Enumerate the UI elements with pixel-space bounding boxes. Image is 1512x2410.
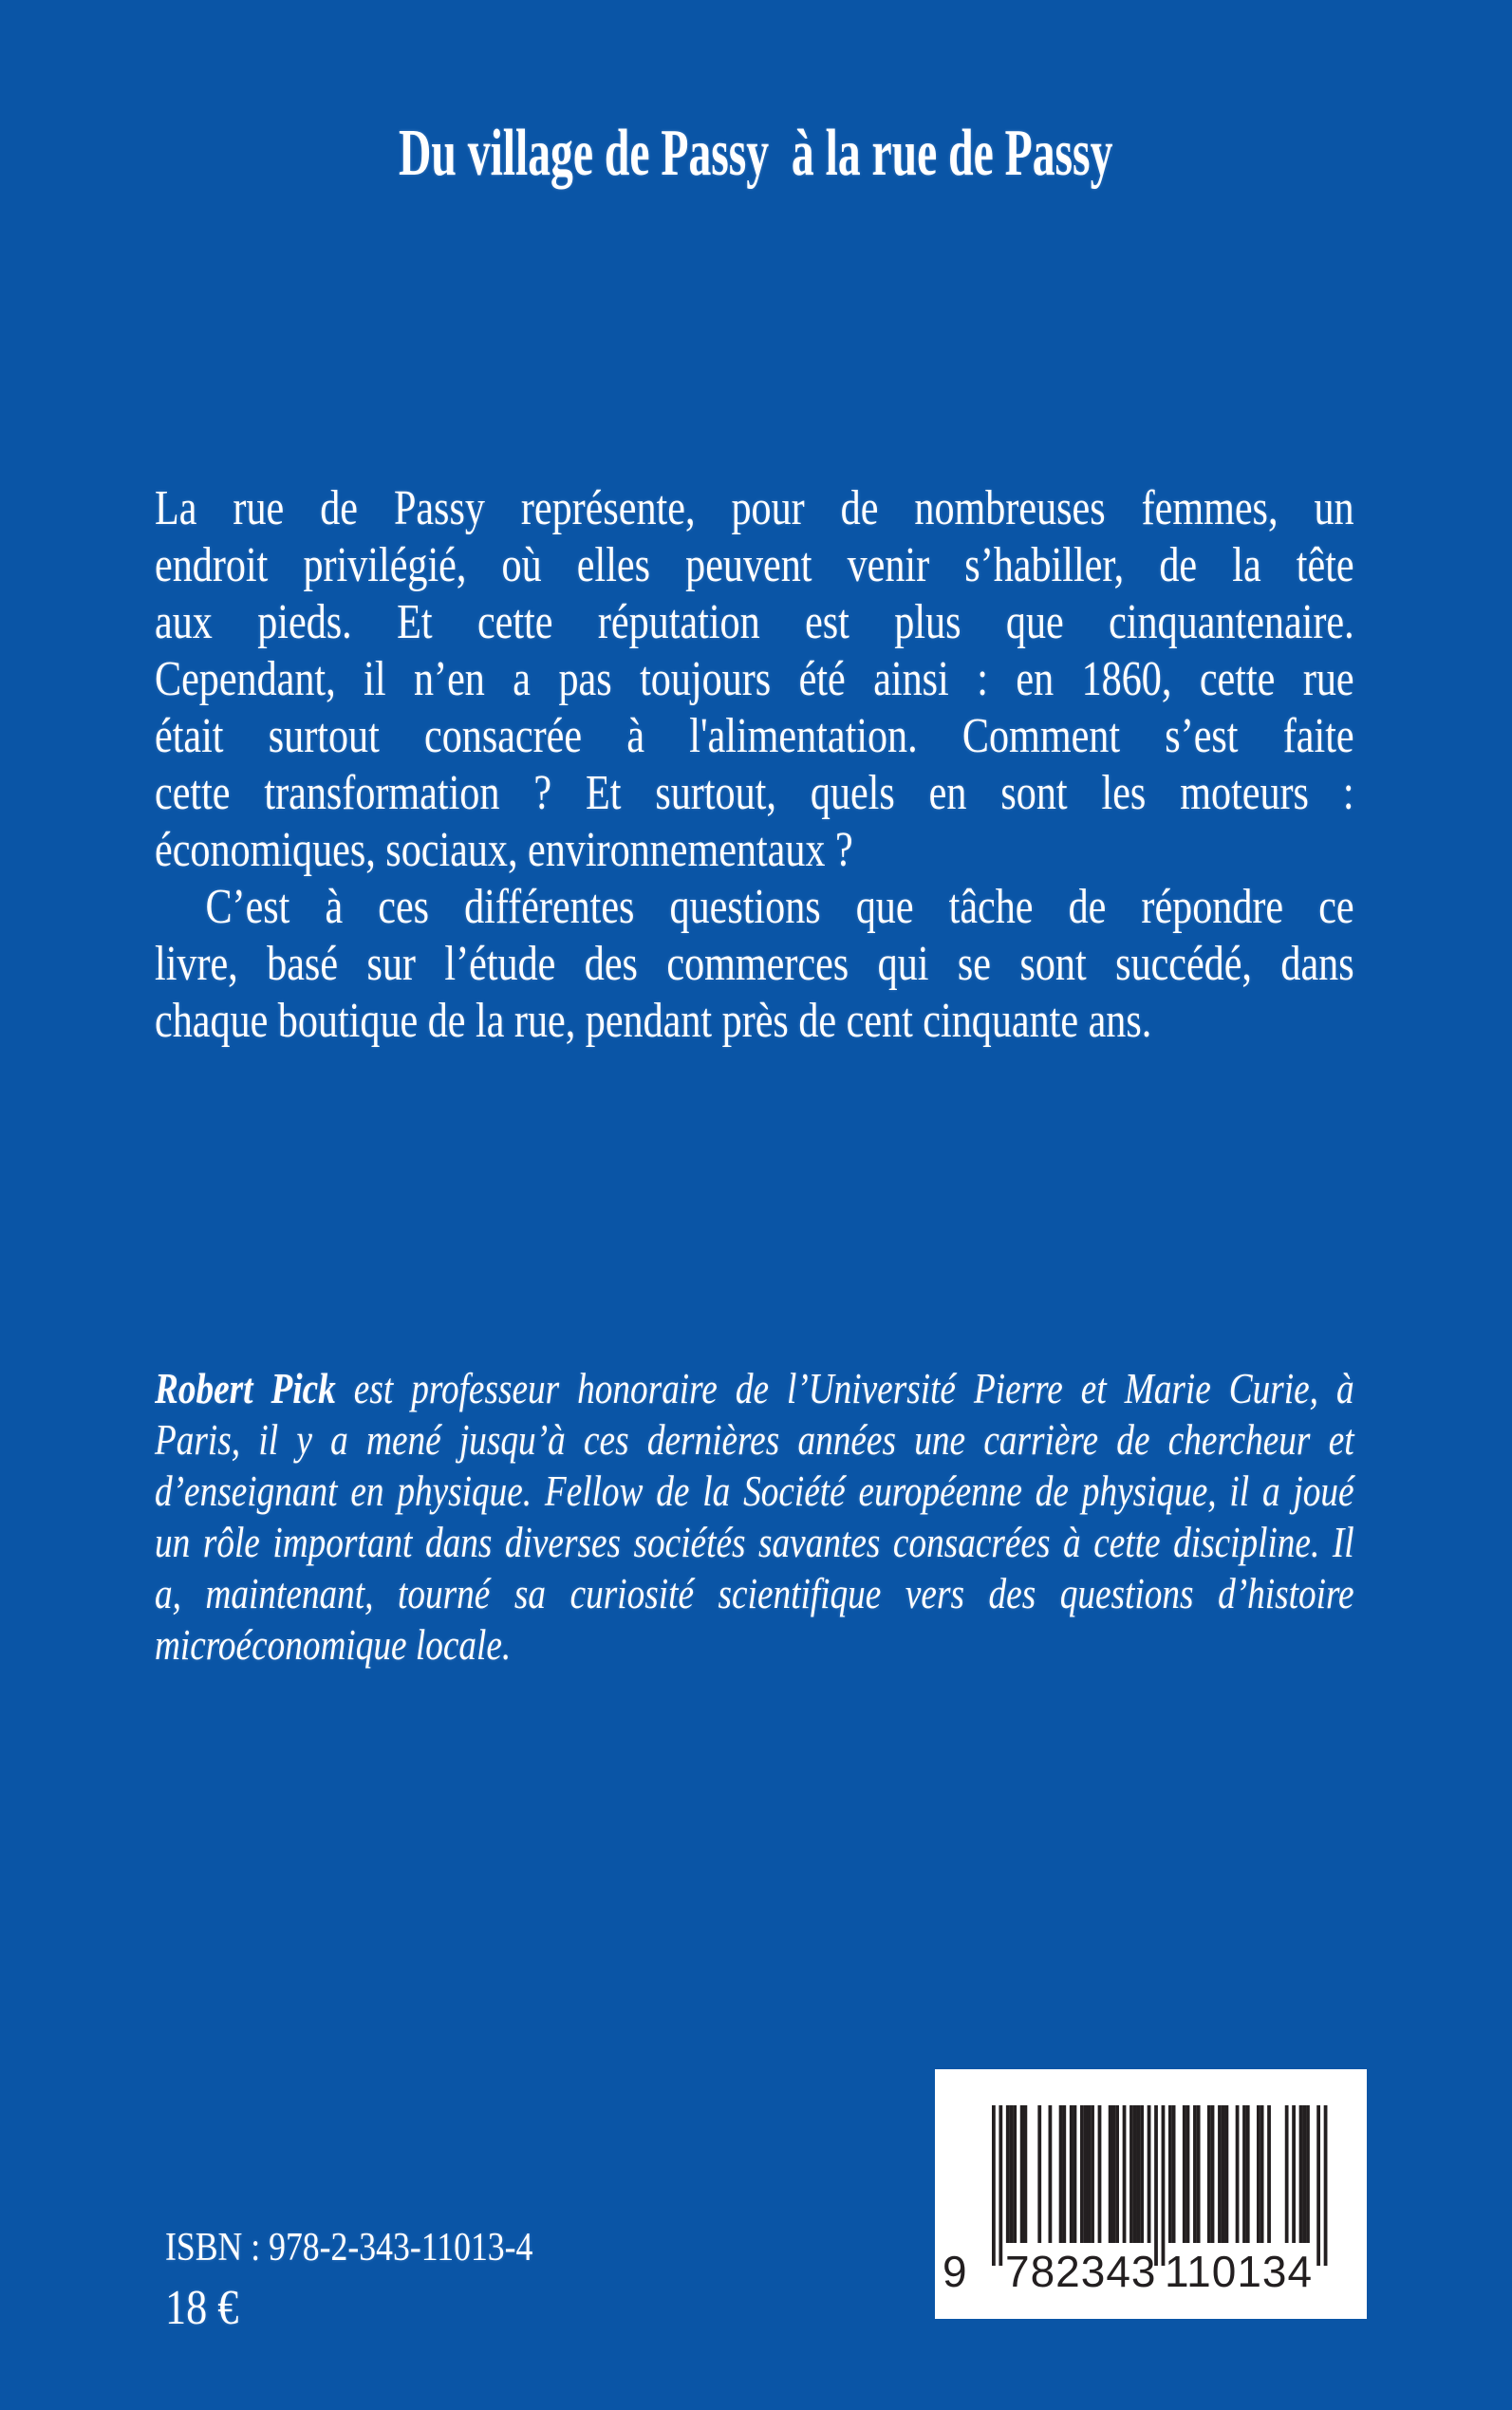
isbn-text: ISBN : 978-2-343-11013-4 xyxy=(165,2226,533,2270)
price-text: 18 € xyxy=(165,2281,239,2335)
author-name: Robert Pick xyxy=(155,1364,336,1412)
synopsis-line: économiques, sociaux, environnementaux ? xyxy=(155,823,853,877)
synopsis-line: aux pieds. Et cette réputation est plus que cinquantenaire. xyxy=(155,595,1354,649)
barcode-digit-group: 110134 xyxy=(1165,2247,1314,2296)
synopsis-line: C’est à ces différentes questions que tâche de répondre ce xyxy=(205,880,1354,934)
bio-line: un rôle important dans diverses sociétés savantes consacrées à cette discipline. Il xyxy=(155,1518,1354,1566)
bio-line: Paris, il y a mené jusqu’à ces dernières années une carrière de chercheur et xyxy=(155,1415,1354,1464)
barcode-digit-group: 9 xyxy=(943,2247,968,2296)
synopsis-line: cette transformation ? Et surtout, quels en sont les moteurs : xyxy=(155,766,1354,820)
barcode xyxy=(935,2069,1367,2319)
bio-line: Robert Pick est professeur honoraire de l’Université Pierre et Marie Curie, à xyxy=(155,1364,1354,1412)
isbn-label xyxy=(165,2225,598,2270)
synopsis-line: Cependant, il n’en a pas toujours été ainsi : en 1860, cette rue xyxy=(155,652,1354,706)
bio-line: d’enseignant en physique. Fellow de la Société européenne de physique, il a joué xyxy=(155,1467,1354,1515)
synopsis xyxy=(155,480,1354,1050)
book-title-text: Du village de Passy à la rue de Passy xyxy=(399,117,1113,190)
synopsis-line: La rue de Passy représente, pour de nombreuses femmes, un xyxy=(155,481,1354,535)
bio-line: microéconomique locale. xyxy=(155,1620,512,1669)
barcode-digit-group: 782343 xyxy=(1005,2247,1157,2296)
synopsis-line: endroit privilégié, où elles peuvent venir s’habiller, de la tête xyxy=(155,538,1354,592)
synopsis-line: livre, basé sur l’étude des commerces qui se sont succédé, dans xyxy=(155,937,1354,991)
bio-line: a, maintenant, tourné sa curiosité scientifique vers des questions d’histoire xyxy=(155,1569,1354,1617)
synopsis-line: chaque boutique de la rue, pendant près de cent cinquante ans. xyxy=(155,994,1152,1048)
book-title xyxy=(0,112,1512,196)
author-bio xyxy=(155,1363,1354,1671)
price-label xyxy=(165,2280,252,2337)
synopsis-line: était surtout consacrée à l'alimentation. Comment s’est faite xyxy=(155,709,1354,763)
